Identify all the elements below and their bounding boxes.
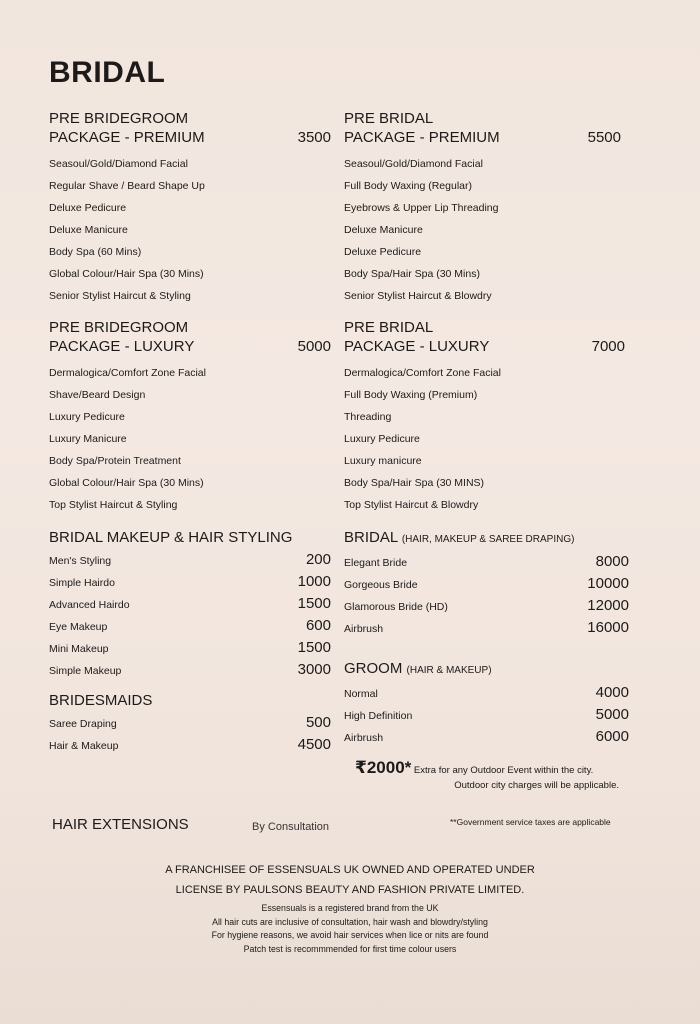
package-price: 3500	[297, 129, 331, 146]
hair-extensions-label: HAIR EXTENSIONS	[52, 816, 189, 833]
price-row	[344, 619, 629, 641]
package-title-line2: PACKAGE - PREMIUM	[49, 129, 205, 146]
package-item: Top Stylist Haircut & Styling	[49, 499, 178, 511]
page-title: BRIDAL	[49, 56, 166, 89]
row-price: 4500	[297, 736, 331, 753]
bridal-section	[344, 528, 629, 750]
price-row	[344, 575, 629, 597]
price-row	[49, 573, 331, 595]
row-label: Normal	[344, 688, 378, 700]
price-row	[49, 736, 331, 758]
row-price: 1500	[297, 595, 331, 612]
package-item: Global Colour/Hair Spa (30 Mins)	[49, 268, 204, 280]
row-price: 3000	[297, 661, 331, 678]
price-row	[344, 553, 629, 575]
outdoor-line2: Outdoor city charges will be applicable.	[454, 780, 619, 791]
package-item: Body Spa (60 Mins)	[49, 246, 142, 258]
package-item: Shave/Beard Design	[49, 389, 146, 401]
package-item: Luxury manicure	[344, 455, 422, 467]
footer-notes	[0, 902, 700, 956]
price-row	[49, 639, 331, 661]
row-label: Airbrush	[344, 732, 384, 744]
price-row	[49, 617, 331, 639]
row-label: Glamorous Bride (HD)	[344, 601, 448, 613]
row-label: Saree Draping	[49, 718, 117, 730]
row-price: 4000	[595, 684, 629, 701]
package-item: Luxury Manicure	[49, 433, 127, 445]
row-label: High Definition	[344, 710, 413, 722]
hair-extensions-value: By Consultation	[252, 821, 330, 833]
row-label: Men's Styling	[49, 555, 112, 567]
package-item: Seasoul/Gold/Diamond Facial	[344, 158, 483, 170]
footer-note: Patch test is recommmended for first time colour users	[243, 943, 457, 954]
package-item: Deluxe Pedicure	[49, 202, 127, 214]
pre-bridal-premium-package	[344, 109, 631, 307]
package-item: Deluxe Pedicure	[344, 246, 422, 258]
package-price: 5000	[297, 338, 331, 355]
pre-bridegroom-premium-package	[49, 109, 331, 307]
row-price: 8000	[595, 553, 629, 570]
package-price: 5500	[587, 129, 621, 146]
footer-note: All hair cuts are inclusive of consultation, hair wash and blowdry/styling	[212, 916, 488, 927]
row-label: Simple Hairdo	[49, 577, 115, 589]
row-label: Eye Makeup	[49, 621, 108, 633]
package-title-line1: PRE BRIDEGROOM	[49, 110, 189, 127]
package-title-line1: PRE BRIDEGROOM	[49, 319, 189, 336]
row-price: 1000	[297, 573, 331, 590]
price-row	[344, 597, 629, 619]
package-item: Full Body Waxing (Premium)	[344, 389, 478, 401]
package-item: Regular Shave / Beard Shape Up	[49, 180, 205, 192]
row-price: 5000	[595, 706, 629, 723]
package-item: Luxury Pedicure	[49, 411, 125, 423]
section-title: BRIDESMAIDS	[49, 692, 153, 709]
price-row	[49, 551, 331, 573]
section-title	[344, 659, 629, 680]
package-item: Dermalogica/Comfort Zone Facial	[49, 367, 206, 379]
package-item: Body Spa/Hair Spa (30 MINS)	[344, 477, 485, 489]
row-price: 16000	[587, 619, 629, 636]
price-row	[344, 728, 629, 750]
price-row	[49, 661, 331, 683]
package-item: Senior Stylist Haircut & Styling	[49, 290, 191, 302]
price-row	[344, 684, 629, 706]
row-label: Gorgeous Bride	[344, 579, 418, 591]
price-row	[344, 706, 629, 728]
row-label: Hair & Makeup	[49, 740, 119, 752]
price-row	[49, 714, 331, 736]
package-item: Luxury Pedicure	[344, 433, 420, 445]
package-item: Senior Stylist Haircut & Blowdry	[344, 290, 492, 302]
package-title-line2: PACKAGE - LUXURY	[344, 338, 490, 355]
package-title	[49, 318, 331, 356]
row-label: Mini Makeup	[49, 643, 109, 655]
pre-bridal-luxury-package	[344, 318, 631, 516]
package-item: Seasoul/Gold/Diamond Facial	[49, 158, 188, 170]
package-title-line1: PRE BRIDAL	[344, 110, 434, 127]
row-price: 10000	[587, 575, 629, 592]
outdoor-note	[355, 760, 625, 793]
package-title-line1: PRE BRIDAL	[344, 319, 434, 336]
package-title	[344, 109, 631, 147]
row-label: Elegant Bride	[344, 557, 408, 569]
outdoor-amount: ₹2000*	[355, 758, 412, 777]
package-title	[344, 318, 631, 356]
row-label: Simple Makeup	[49, 665, 122, 677]
row-label: Airbrush	[344, 623, 384, 635]
package-item: Threading	[344, 411, 392, 423]
franchise-statement	[0, 860, 700, 900]
package-item: Deluxe Manicure	[344, 224, 423, 236]
package-item: Dermalogica/Comfort Zone Facial	[344, 367, 501, 379]
section-subtitle: (HAIR, MAKEUP & SAREE DRAPING)	[401, 534, 575, 545]
franchise-line1: A FRANCHISEE OF ESSENSUALS UK OWNED AND OPERATED UNDER	[165, 864, 535, 876]
row-price: 600	[305, 617, 331, 634]
government-tax-note: **Government service taxes are applicable	[450, 817, 611, 827]
row-price: 200	[305, 551, 331, 568]
footer-note: Essensuals is a registered brand from the UK	[261, 903, 439, 913]
package-item: Deluxe Manicure	[49, 224, 128, 236]
package-item: Full Body Waxing (Regular)	[344, 180, 472, 192]
package-title	[49, 109, 331, 147]
bridal-makeup-section	[49, 528, 331, 758]
row-price: 12000	[587, 597, 629, 614]
package-item: Body Spa/Protein Treatment	[49, 455, 181, 467]
package-item: Eyebrows & Upper Lip Threading	[344, 202, 499, 214]
package-price: 7000	[591, 338, 625, 355]
footer-note: For hygiene reasons, we avoid hair services when lice or nits are found	[211, 930, 489, 941]
section-subtitle: (HAIR & MAKEUP)	[406, 665, 492, 676]
package-item: Global Colour/Hair Spa (30 Mins)	[49, 477, 204, 489]
row-price: 1500	[297, 639, 331, 656]
package-title-line2: PACKAGE - LUXURY	[49, 338, 195, 355]
row-price: 500	[305, 714, 331, 731]
outdoor-line1: Extra for any Outdoor Event within the city.	[413, 765, 594, 776]
section-title: BRIDAL MAKEUP & HAIR STYLING	[49, 529, 293, 546]
section-title-main: BRIDAL	[344, 529, 398, 546]
franchise-line2: LICENSE BY PAULSONS BEAUTY AND FASHION PRIVATE LIMITED.	[175, 884, 525, 896]
row-label: Advanced Hairdo	[49, 599, 130, 611]
package-item: Top Stylist Haircut & Blowdry	[344, 499, 479, 511]
price-row	[49, 595, 331, 617]
section-title-main: GROOM	[344, 660, 403, 677]
section-title	[344, 528, 629, 549]
package-title-line2: PACKAGE - PREMIUM	[344, 129, 500, 146]
row-price: 6000	[595, 728, 629, 745]
pre-bridegroom-luxury-package	[49, 318, 331, 516]
package-item: Body Spa/Hair Spa (30 Mins)	[344, 268, 480, 280]
